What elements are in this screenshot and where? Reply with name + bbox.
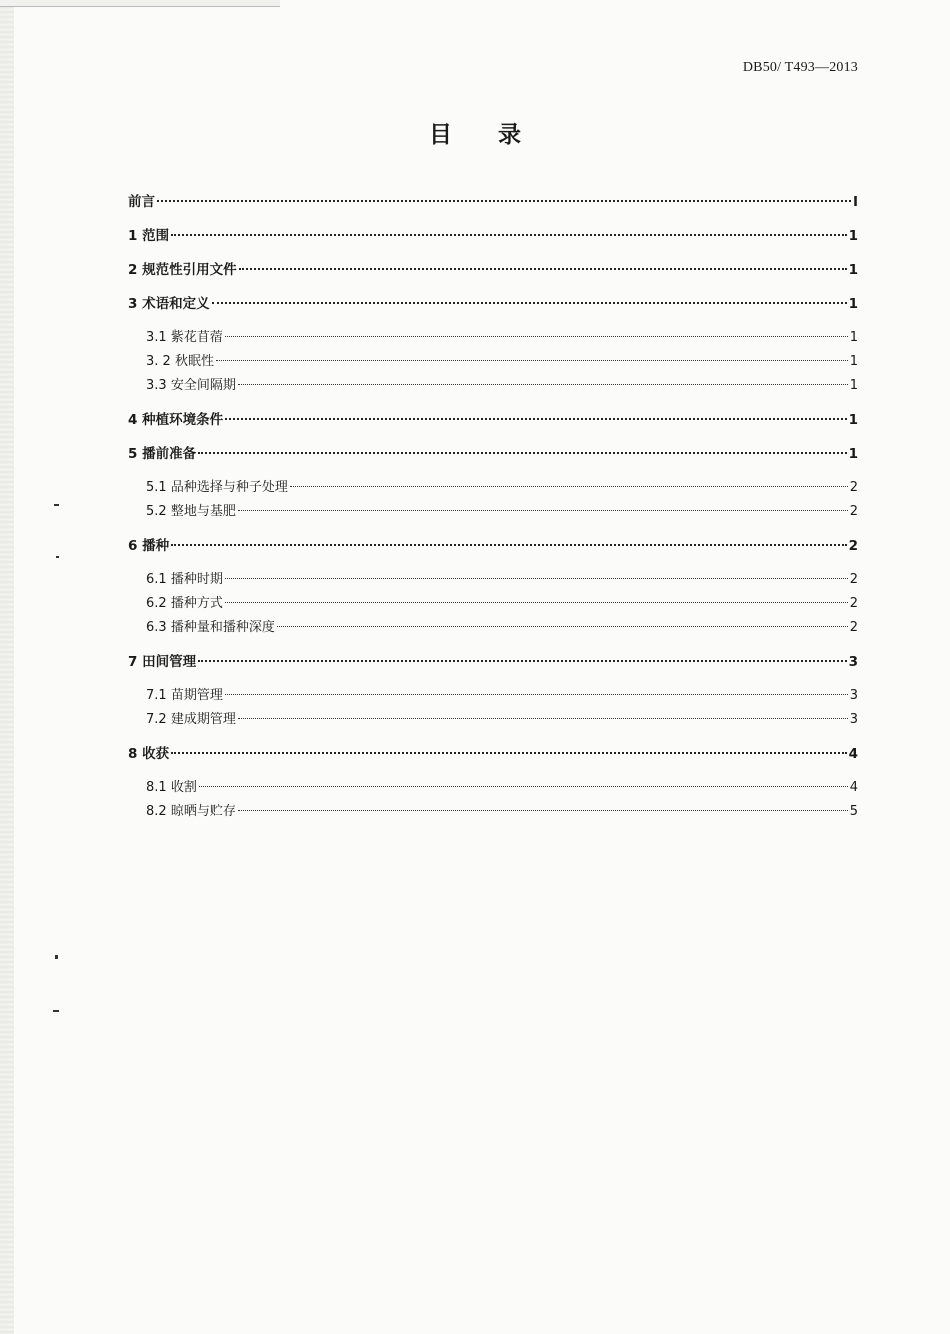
toc-entry-title: 品种选择与种子处理 [170,480,288,495]
toc-entry-number: 2 [128,262,138,278]
toc-entry-page: 1 [848,262,858,278]
toc-entry-title: 整地与基肥 [170,504,236,519]
toc-entry-page: 2 [848,538,858,554]
toc-subentry[interactable] [128,350,858,374]
toc-subentry[interactable] [128,800,858,824]
toc-entry-page: 1 [849,330,858,345]
toc-entry-number: 8.2 [146,804,167,819]
table-of-contents [128,190,858,824]
toc-entry-page: 2 [849,620,858,635]
toc-subentry[interactable] [128,568,858,592]
toc-entry-page: 1 [848,296,858,312]
toc-entry-number: 3.1 [146,330,167,345]
toc-subentry[interactable] [128,476,858,500]
toc-entry-number: 3.3 [146,378,167,393]
toc-entry-title: 范围 [142,228,170,244]
dot-leader [198,660,846,662]
toc-entry-page: 1 [848,412,858,428]
dot-leader [225,418,846,420]
toc-entry-page: 2 [849,504,858,519]
scan-edge-top [0,0,280,7]
toc-subentry[interactable] [128,684,858,708]
toc-entry-number: 7.1 [146,688,167,703]
toc-entry-title: 术语和定义 [142,296,210,312]
toc-entry-title: 种植环境条件 [142,412,224,428]
toc-entry[interactable] [128,292,858,316]
toc-entry-number: 5.1 [146,480,167,495]
dot-leader [157,200,851,202]
toc-entry-title: 苗期管理 [170,688,223,703]
toc-entry-title: 播种量和播种深度 [170,620,275,635]
dot-leader [171,234,846,236]
scan-mark [53,1010,59,1012]
dot-leader [225,602,848,603]
toc-entry-number: 4 [128,412,138,428]
standard-code: DB50/ T493—2013 [742,60,858,75]
dot-leader [239,268,847,270]
toc-entry[interactable] [128,742,858,766]
toc-entry-title: 紫花苜蓿 [170,330,223,345]
dot-leader [216,360,848,361]
toc-entry-title: 安全间隔期 [170,378,236,393]
dot-leader [212,302,847,304]
toc-entry-page: 2 [849,572,858,587]
dot-leader [277,626,848,627]
toc-subentry[interactable] [128,776,858,800]
toc-subentry[interactable] [128,592,858,616]
dot-leader [199,786,848,787]
toc-entry-page: 2 [849,596,858,611]
scan-mark [56,556,59,558]
toc-entry[interactable] [128,442,858,466]
toc-entry-page: 3 [848,654,858,670]
toc-subentry[interactable] [128,374,858,398]
toc-entry-number: 6 [128,538,138,554]
toc-entry-number: 3 [128,296,138,312]
toc-entry-title: 收割 [170,780,197,795]
dot-leader [225,336,848,337]
toc-entry-title: 播种方式 [170,596,223,611]
toc-entry-page: 3 [849,712,858,727]
toc-subentry[interactable] [128,616,858,640]
dot-leader [238,810,848,811]
toc-entry-title: 秋眠性 [174,354,214,369]
toc-entry-number: 1 [128,228,138,244]
toc-entry-number: 7 [128,654,138,670]
toc-entry-number: 7.2 [146,712,167,727]
toc-entry-title: 播种 [142,538,170,554]
dot-leader [171,752,846,754]
toc-subentry[interactable] [128,500,858,524]
toc-entry-title: 田间管理 [142,654,197,670]
dot-leader [290,486,848,487]
toc-entry-page: 1 [848,228,858,244]
scan-edge [0,0,14,1334]
toc-subentry[interactable] [128,326,858,350]
toc-subentry[interactable] [128,708,858,732]
toc-entry-page: 2 [849,480,858,495]
dot-leader [198,452,846,454]
toc-entry-number: 8 [128,746,138,762]
toc-entry-title: 建成期管理 [170,712,236,727]
toc-entry[interactable] [128,650,858,674]
dot-leader [238,718,848,719]
dot-leader [238,384,848,385]
toc-entry-title: 前言 [128,194,155,210]
toc-entry-page: 4 [848,746,858,762]
toc-entry-page: 5 [849,804,858,819]
dot-leader [238,510,848,511]
toc-entry-number: 8.1 [146,780,167,795]
toc-entry-page: 1 [848,446,858,462]
toc-entry-number: 6.1 [146,572,167,587]
toc-entry[interactable] [128,224,858,248]
toc-entry-page: 3 [849,688,858,703]
toc-entry[interactable] [128,534,858,558]
toc-entry[interactable] [128,408,858,432]
dot-leader [225,578,848,579]
toc-entry-title: 播种时期 [170,572,223,587]
page-title: 目录 [429,122,567,148]
scan-mark [55,955,58,959]
toc-entry[interactable] [128,258,858,282]
toc-entry-number: 3. 2 [146,354,171,369]
dot-leader [225,694,848,695]
toc-entry-title: 规范性引用文件 [142,262,237,278]
toc-entry-number: 6.3 [146,620,167,635]
toc-entry-number: 5 [128,446,138,462]
toc-entry-number: 6.2 [146,596,167,611]
toc-entry-page: 4 [849,780,858,795]
toc-entry-page: 1 [849,354,858,369]
scan-mark [54,504,59,506]
toc-entry-title: 收获 [142,746,170,762]
toc-entry-title: 晾晒与贮存 [170,804,236,819]
toc-entry[interactable] [128,190,858,214]
toc-entry-number: 5.2 [146,504,167,519]
dot-leader [171,544,846,546]
toc-entry-page: 1 [849,378,858,393]
toc-entry-title: 播前准备 [142,446,197,462]
toc-entry-page: I [852,194,858,210]
